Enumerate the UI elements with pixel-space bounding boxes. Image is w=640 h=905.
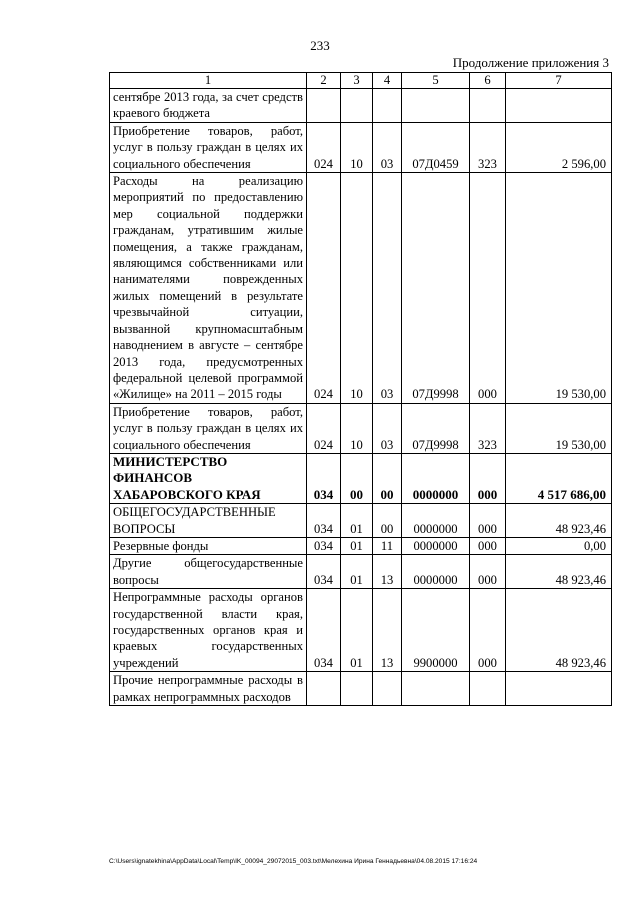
expense-type-code: 000 — [470, 173, 506, 404]
amount-value: 48 923,46 — [506, 589, 612, 672]
target-article-code: 0000000 — [402, 504, 470, 538]
target-article-code — [402, 89, 470, 123]
subsection-code: 00 — [373, 453, 402, 503]
section-code: 01 — [341, 537, 373, 554]
table-row — [110, 403, 612, 453]
column-header: 5 — [402, 73, 470, 89]
expense-type-code — [470, 672, 506, 706]
subsection-code — [373, 89, 402, 123]
expense-item-name: Расходы на реализацию мероприятий по предоставлению мер социальной поддержки гражданам, утратившим жилые помещения, а также гражданам, являющимся собственниками или нанимателями поврежденных жилых помещений в результате чрезвычайной ситуации, вызванной крупномасштабным наводнением в августе – сентябре 2013 года, предусмотренных федеральной целевой программой «Жилище» на 2011 – 2015 годы — [110, 173, 307, 404]
section-code: 10 — [341, 403, 373, 453]
ministry-code: 034 — [307, 589, 341, 672]
column-header: 3 — [341, 73, 373, 89]
expense-item-name: Прочие непрограммные расходы в рамках непрограммных расходов — [110, 672, 307, 706]
expense-item-name: Приобретение товаров, работ, услуг в пользу граждан в целях их социального обеспечения — [110, 122, 307, 172]
table-row — [110, 537, 612, 554]
subsection-code: 13 — [373, 555, 402, 589]
target-article-code: 07Д0459 — [402, 122, 470, 172]
budget-table-body — [110, 73, 612, 706]
column-header: 4 — [373, 73, 402, 89]
target-article-code: 07Д9998 — [402, 173, 470, 404]
table-row — [110, 453, 612, 503]
expense-type-code: 000 — [470, 504, 506, 538]
table-row — [110, 122, 612, 172]
section-code: 10 — [341, 122, 373, 172]
expense-item-name: ОБЩЕГОСУДАРСТВЕННЫЕ ВОПРОСЫ — [110, 504, 307, 538]
target-article-code: 0000000 — [402, 453, 470, 503]
expense-item-name: сентябре 2013 года, за счет средств краевого бюджета — [110, 89, 307, 123]
table-row — [110, 504, 612, 538]
expense-type-code: 000 — [470, 589, 506, 672]
table-row — [110, 672, 612, 706]
subsection-code: 03 — [373, 403, 402, 453]
expense-type-code: 000 — [470, 537, 506, 554]
section-code: 01 — [341, 589, 373, 672]
subsection-code: 13 — [373, 589, 402, 672]
section-code — [341, 672, 373, 706]
page-number: 233 — [310, 38, 330, 53]
appendix-continuation-label: Продолжение приложения 3 — [452, 55, 609, 70]
expense-item-name: Резервные фонды — [110, 537, 307, 554]
column-header: 7 — [506, 73, 612, 89]
ministry-code: 034 — [307, 453, 341, 503]
expense-item-name: Приобретение товаров, работ, услуг в пользу граждан в целях их социального обеспечения — [110, 403, 307, 453]
target-article-code — [402, 672, 470, 706]
table-row — [110, 555, 612, 589]
target-article-code: 0000000 — [402, 537, 470, 554]
table-row — [110, 89, 612, 123]
ministry-code: 034 — [307, 537, 341, 554]
expense-type-code: 323 — [470, 122, 506, 172]
ministry-code: 034 — [307, 555, 341, 589]
amount-value — [506, 672, 612, 706]
expense-type-code: 000 — [470, 555, 506, 589]
amount-value — [506, 89, 612, 123]
section-code: 10 — [341, 173, 373, 404]
ministry-code — [307, 89, 341, 123]
section-code: 01 — [341, 555, 373, 589]
amount-value: 0,00 — [506, 537, 612, 554]
expense-item-name: Непрограммные расходы органов государственной власти края, государственных органов края и краевых государственных учреждений — [110, 589, 307, 672]
target-article-code: 9900000 — [402, 589, 470, 672]
section-code — [341, 89, 373, 123]
amount-value: 4 517 686,00 — [506, 453, 612, 503]
amount-value: 2 596,00 — [506, 122, 612, 172]
column-header: 1 — [110, 73, 307, 89]
amount-value: 48 923,46 — [506, 555, 612, 589]
ministry-code — [307, 672, 341, 706]
expense-type-code: 000 — [470, 453, 506, 503]
expense-item-name: МИНИСТЕРСТВО ФИНАНСОВ ХАБАРОВСКОГО КРАЯ — [110, 453, 307, 503]
amount-value: 19 530,00 — [506, 403, 612, 453]
subsection-code: 00 — [373, 504, 402, 538]
column-header: 6 — [470, 73, 506, 89]
expense-item-name: Другие общегосударственные вопросы — [110, 555, 307, 589]
table-row — [110, 173, 612, 404]
table-row — [110, 589, 612, 672]
target-article-code: 07Д9998 — [402, 403, 470, 453]
ministry-code: 024 — [307, 173, 341, 404]
subsection-code: 03 — [373, 173, 402, 404]
budget-table — [109, 72, 612, 706]
section-code: 00 — [341, 453, 373, 503]
section-code: 01 — [341, 504, 373, 538]
expense-type-code — [470, 89, 506, 123]
column-header: 2 — [307, 73, 341, 89]
expense-type-code: 323 — [470, 403, 506, 453]
subsection-code: 11 — [373, 537, 402, 554]
ministry-code: 024 — [307, 122, 341, 172]
amount-value: 48 923,46 — [506, 504, 612, 538]
ministry-code: 034 — [307, 504, 341, 538]
amount-value: 19 530,00 — [506, 173, 612, 404]
subsection-code — [373, 672, 402, 706]
file-path-footer: C:\Users\ignatekhina\AppData\Local\Temp\IK_00094_29072015_003.txt\Мелехина Ирина Геннадьевна\04.08.2015 17:16:24 — [109, 858, 478, 865]
target-article-code: 0000000 — [402, 555, 470, 589]
table-header-row — [110, 73, 612, 89]
subsection-code: 03 — [373, 122, 402, 172]
ministry-code: 024 — [307, 403, 341, 453]
